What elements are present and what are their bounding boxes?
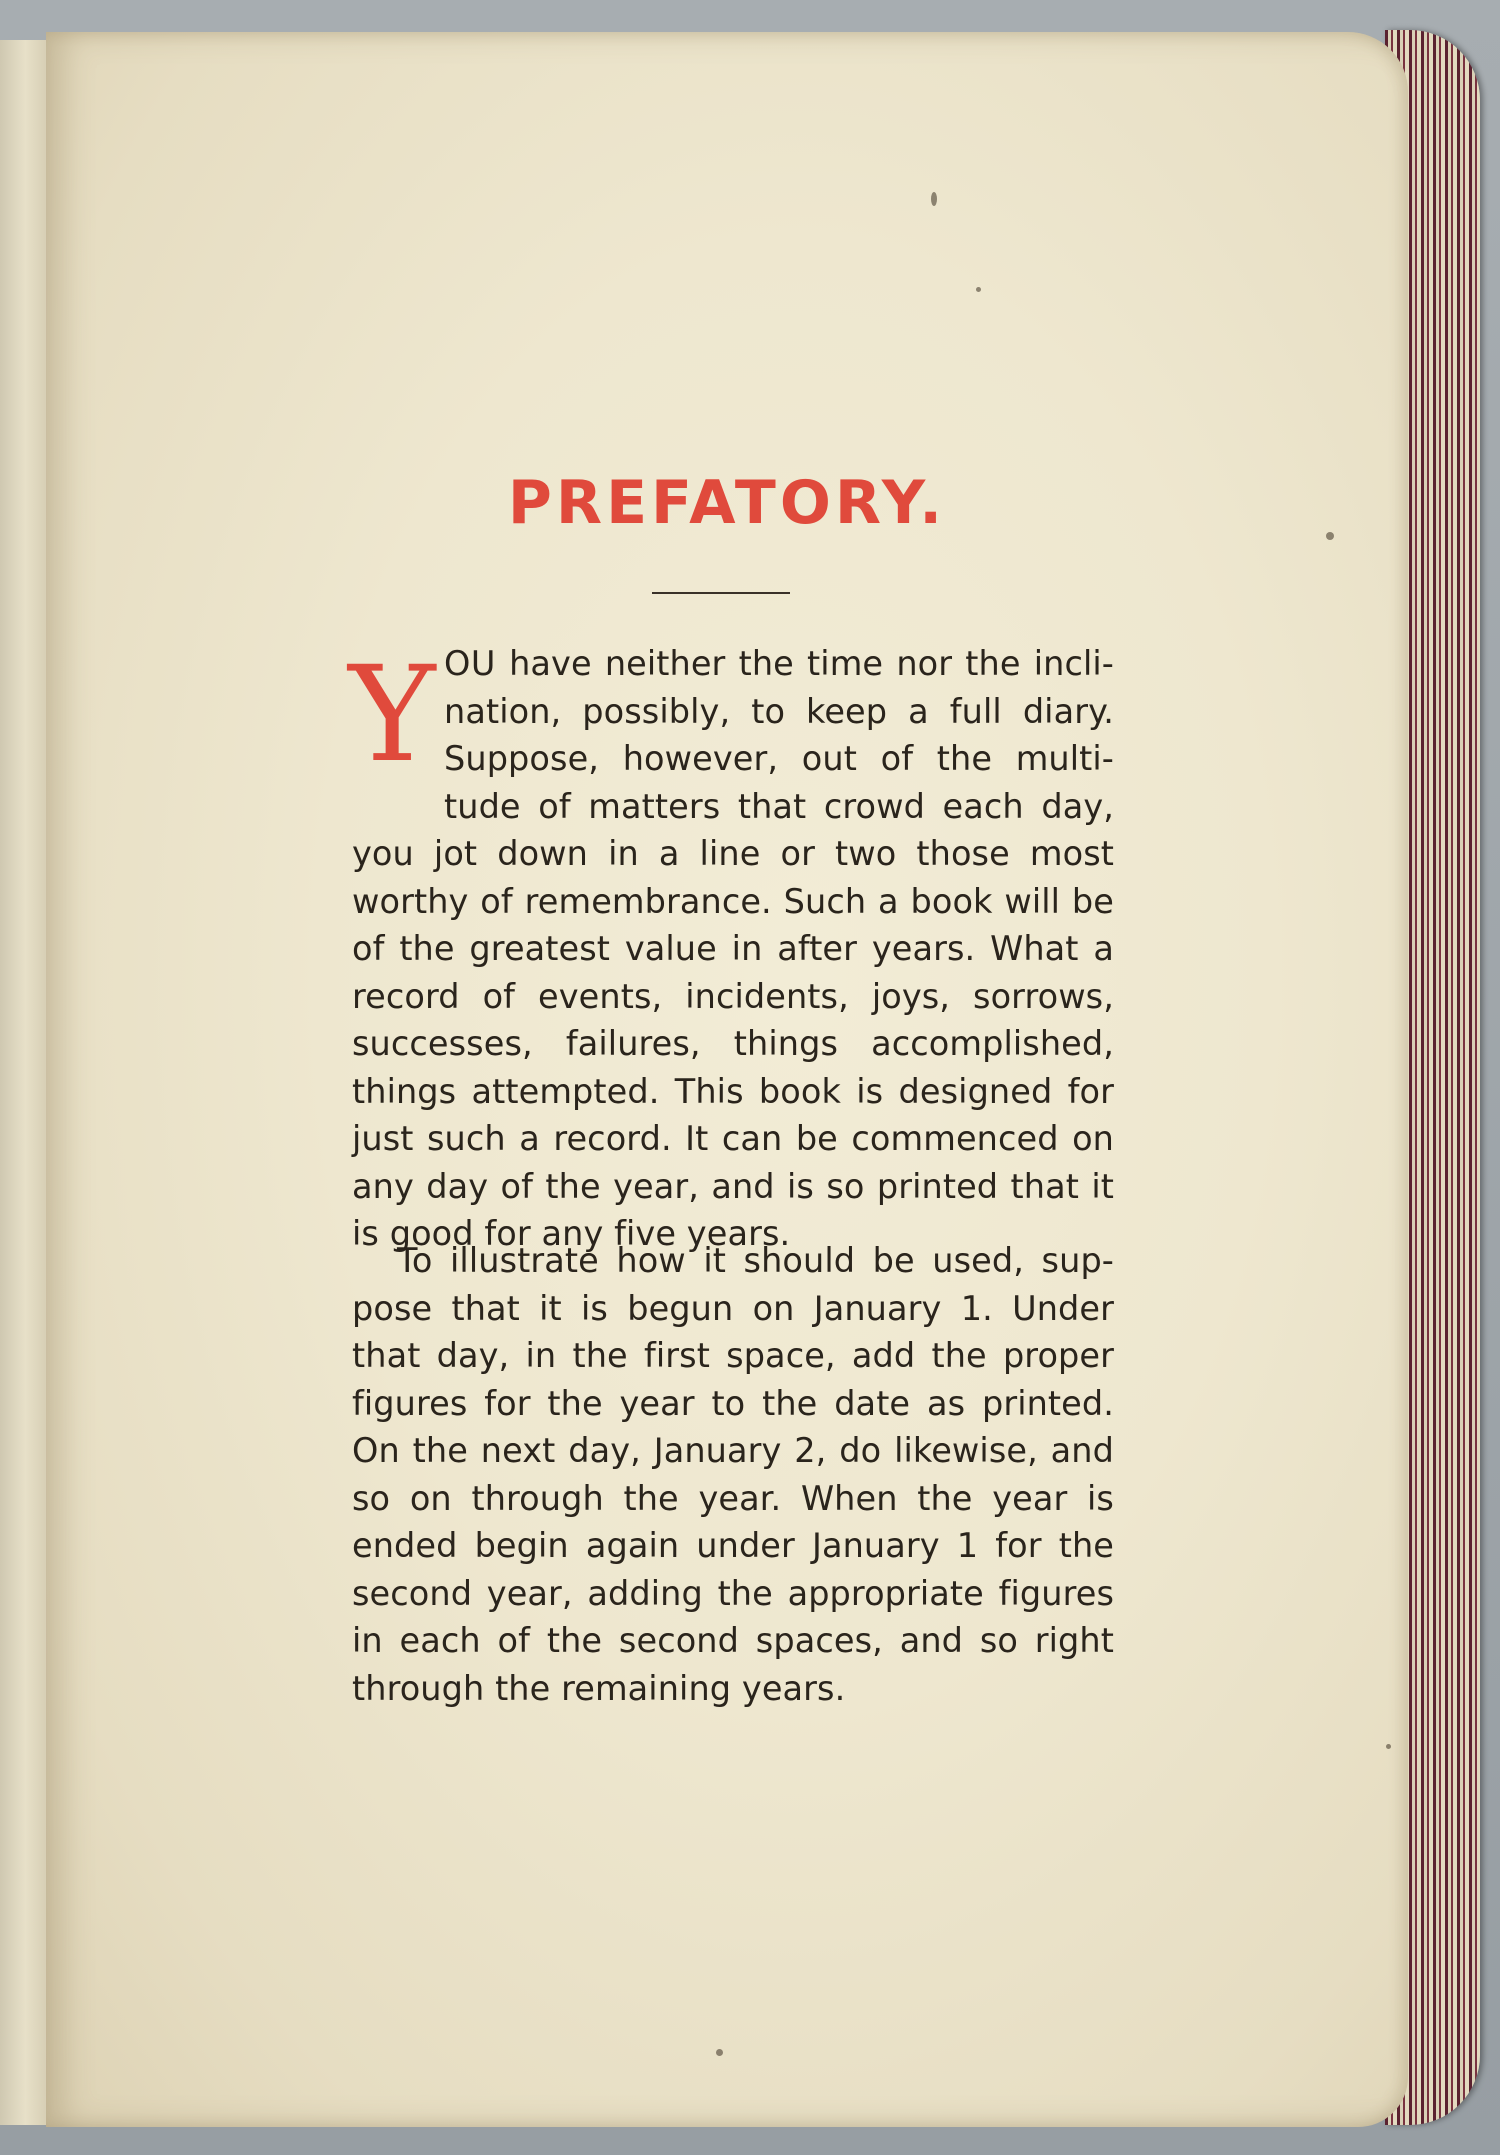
lead-word: OU <box>444 644 496 683</box>
paper-blemish <box>931 192 937 206</box>
paragraph-intro <box>348 638 1114 1258</box>
paper-blemish <box>976 287 981 292</box>
paper-blemish <box>1386 1744 1391 1749</box>
paper-blemish <box>716 2049 723 2056</box>
title-divider <box>652 592 790 594</box>
paragraph-intro-text: have neither the time nor the incli- nation, possibly, to keep a full diary. Suppose, however, out of the multi- tude of matters that crowd each day, you jot down in a line or two those most worthy of remembrance. Such a book will be of the greatest value in after years. What a record of events, incidents, joys, sorrows, successes, failures, things accomplished, things attempted. This book is designed for just such a record. It can be commenced on any day of the year, and is so printed that it is good for any five years. <box>352 644 1114 1253</box>
paragraph-instructions: To illustrate how it should be used, sup- pose that it is begun on January 1. Under that day, in the first space, add the proper figures for the year to the date as printed. On the next day, January 2, do likewise, and so on through the year. When the year is ended begin again under January 1 for the second year, adding the appropriate figures in each of the second spaces, and so right through the remaining years. <box>352 1241 1114 1708</box>
drop-cap: Y <box>348 638 436 792</box>
page-title: PREFATORY. <box>507 468 947 538</box>
left-page-edge <box>0 40 47 2125</box>
